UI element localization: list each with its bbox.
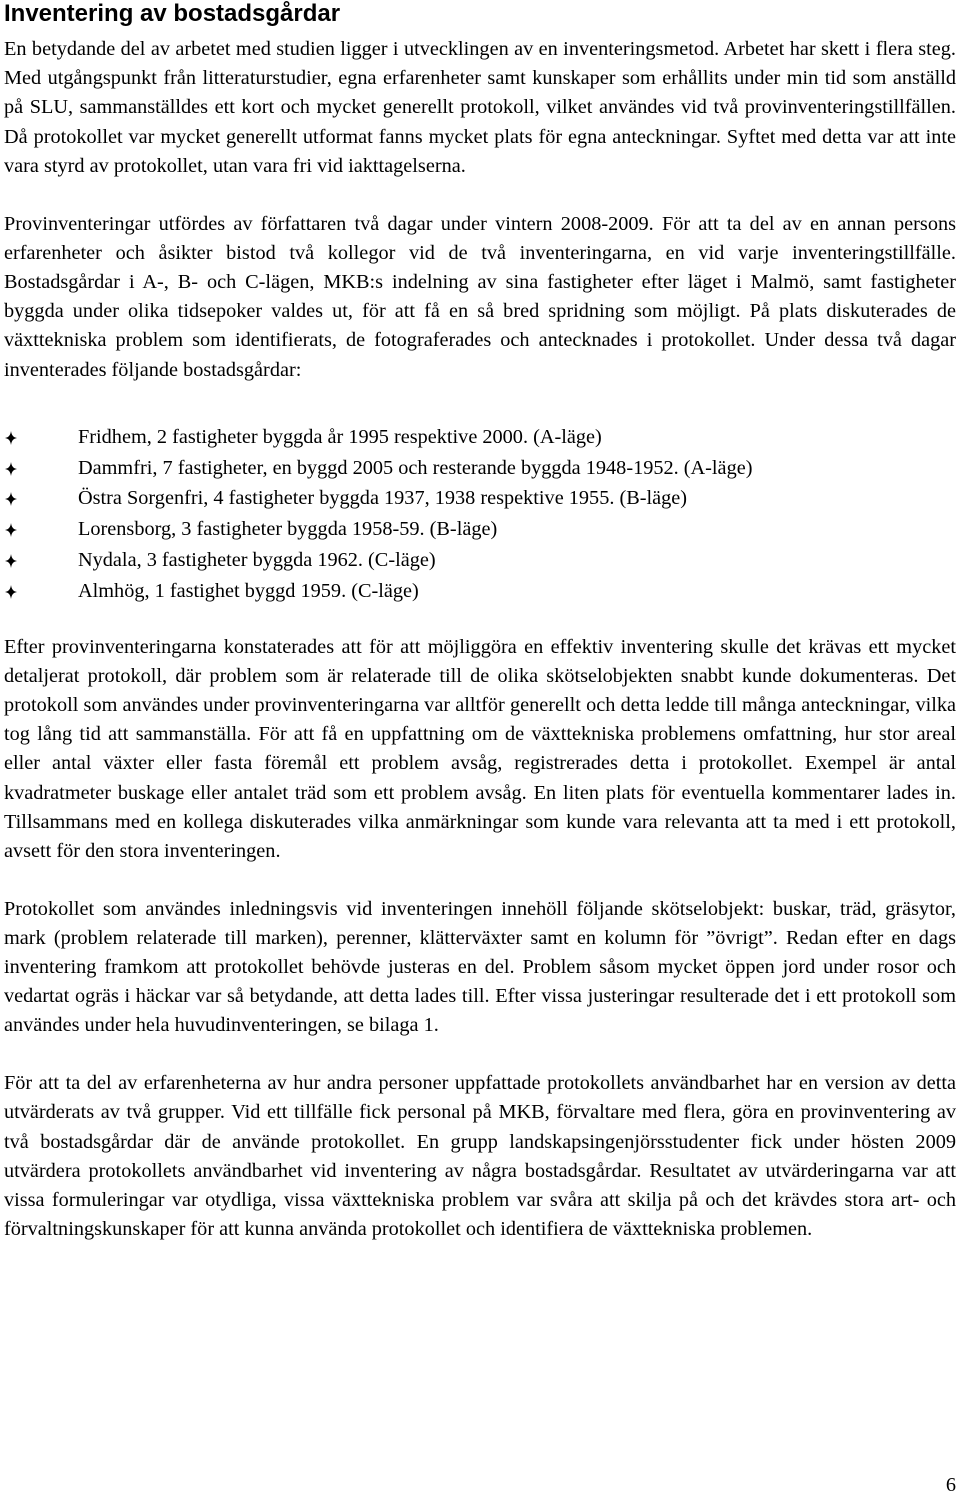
document-page: [4, 0, 956, 1244]
list-item-text: Östra Sorgenfri, 4 fastigheter byggda 1937, 1938 respektive 1955. (B-läge): [78, 487, 688, 510]
list-item: [4, 545, 956, 576]
list-item-text: Fridhem, 2 fastigheter byggda år 1995 respektive 2000. (A-läge): [78, 425, 602, 448]
paragraph-protocol-objects: Protokollet som användes inledningsvis vid inventeringen innehöll följande skötselobjekt: buskar, träd, gräsytor, mark (problem relaterade till marken), perenner, klätterväxter samt en kolumn för ”övrigt”. Redan efter en dags inventering framkom att protokollet behövde justeras en del. Problem såsom mycket öppen jord under rosor och vedartat ogräs i häckar var så betydande, att detta lades till. Efter vissa justeringar resulterade det i ett protokoll som användes under hela huvudinventeringen, se bilaga 1.: [4, 897, 956, 1037]
diamond-bullet-icon: [5, 492, 17, 506]
list-item: [4, 514, 956, 545]
paragraph-method-intro: En betydande del av arbetet med studien ligger i utvecklingen av en inventeringsmetod. Arbetet har skett i flera steg. Med utgångspunkt från litteraturstudier, egna erfarenheter samt kunskaper som erhållits under min tid som anställd på SLU, sammanställdes ett kort och mycket generellt protokoll, vilket användes vid två provinventeringstillfällen. Då protokollet var mycket generellt utformat fanns mycket plats för egna anteckningar. Syftet med detta var att inte vara styrd av protokollet, utan vara fri vid iakttagelserna.: [4, 38, 956, 177]
inventoried-yards-list: [4, 422, 956, 607]
diamond-bullet-icon: [5, 431, 17, 445]
list-item: [4, 483, 956, 514]
list-item-text: Almhög, 1 fastighet byggd 1959. (C-läge): [78, 579, 419, 602]
section-heading: Inventering av bostadsgårdar: [4, 0, 341, 27]
list-item: [4, 453, 956, 484]
diamond-bullet-icon: [5, 462, 17, 476]
paragraph-protocol-evaluation: För att ta del av erfarenheterna av hur andra personer uppfattade protokollets användbarhet har en version av detta utvärderats av två grupper. Vid ett tillfälle fick personal på MKB, förvaltare med flera, göra en provinventering av två bostadsgårdar där de använde protokollet. En grupp landskapsingenjörsstudenter fick under hösten 2009 utvärdera protokollets användbarhet vid inventering av några bostadsgårdar. Resultatet av utvärderingarna var att vissa formuleringar var otydliga, vissa växttekniska problem var svåra att skilja på och det krävdes stora art- och förvaltningskunskaper för att kunna använda protokollet och identifiera de växttekniska problemen.: [4, 1072, 956, 1241]
diamond-bullet-icon: [5, 585, 17, 599]
list-item: [4, 576, 956, 607]
page-number: 6: [945, 1474, 956, 1496]
list-item: [4, 422, 956, 453]
list-item-text: Lorensborg, 3 fastigheter byggda 1958-59. (B-läge): [78, 518, 498, 541]
list-item-text: Nydala, 3 fastigheter byggda 1962. (C-läge): [78, 548, 436, 571]
diamond-bullet-icon: [5, 523, 17, 537]
diamond-bullet-icon: [5, 554, 17, 568]
paragraph-protocol-detail: Efter provinventeringarna konstaterades att för att möjliggöra en effektiv inventering skulle det krävas ett mycket detaljerat protokoll, där problem som är relaterade till de olika skötselobjekten snabbt kunde dokumenteras. Det protokoll som användes under provinventeringarna var alltför generellt och detta ledde till många anteckningar, vilka tog lång tid att sammanställa. För att få en uppfattning om de växttekniska problemens omfattning, hur stor areal eller antal växter eller fasta föremål ett problem avsåg, registrerades detta i protokollet. Exempel är antal kvadratmeter buskage eller antalet träd som ett problem avsåg. En liten plats för eventuella kommentarer lades in. Tillsammans med en kollega diskuterades vilka anmärkningar som kunde vara relevanta att ta med i ett protokoll, avsett för den stora inventeringen.: [4, 635, 956, 862]
paragraph-pilot-inventory: Provinventeringar utfördes av författaren två dagar under vintern 2008-2009. För att ta del av en annan persons erfarenheter och åsikter bistod två kollegor vid de två inventeringarna, en vid varje inventeringstillfälle. Bostadsgårdar i A-, B- och C-lägen, MKB:s indelning av sina fastigheter efter läget i Malmö, samt fastigheter byggda under olika tidsepoker valdes ut, för att få en så bred spridning som möjligt. På plats diskuterades de växttekniska problem som identifierats, de fotograferades och antecknades i protokollet. Under dessa två dagar inventerades följande bostadsgårdar:: [4, 212, 956, 381]
list-item-text: Dammfri, 7 fastigheter, en byggd 2005 och resterande byggda 1948-1952. (A-läge): [78, 456, 753, 479]
